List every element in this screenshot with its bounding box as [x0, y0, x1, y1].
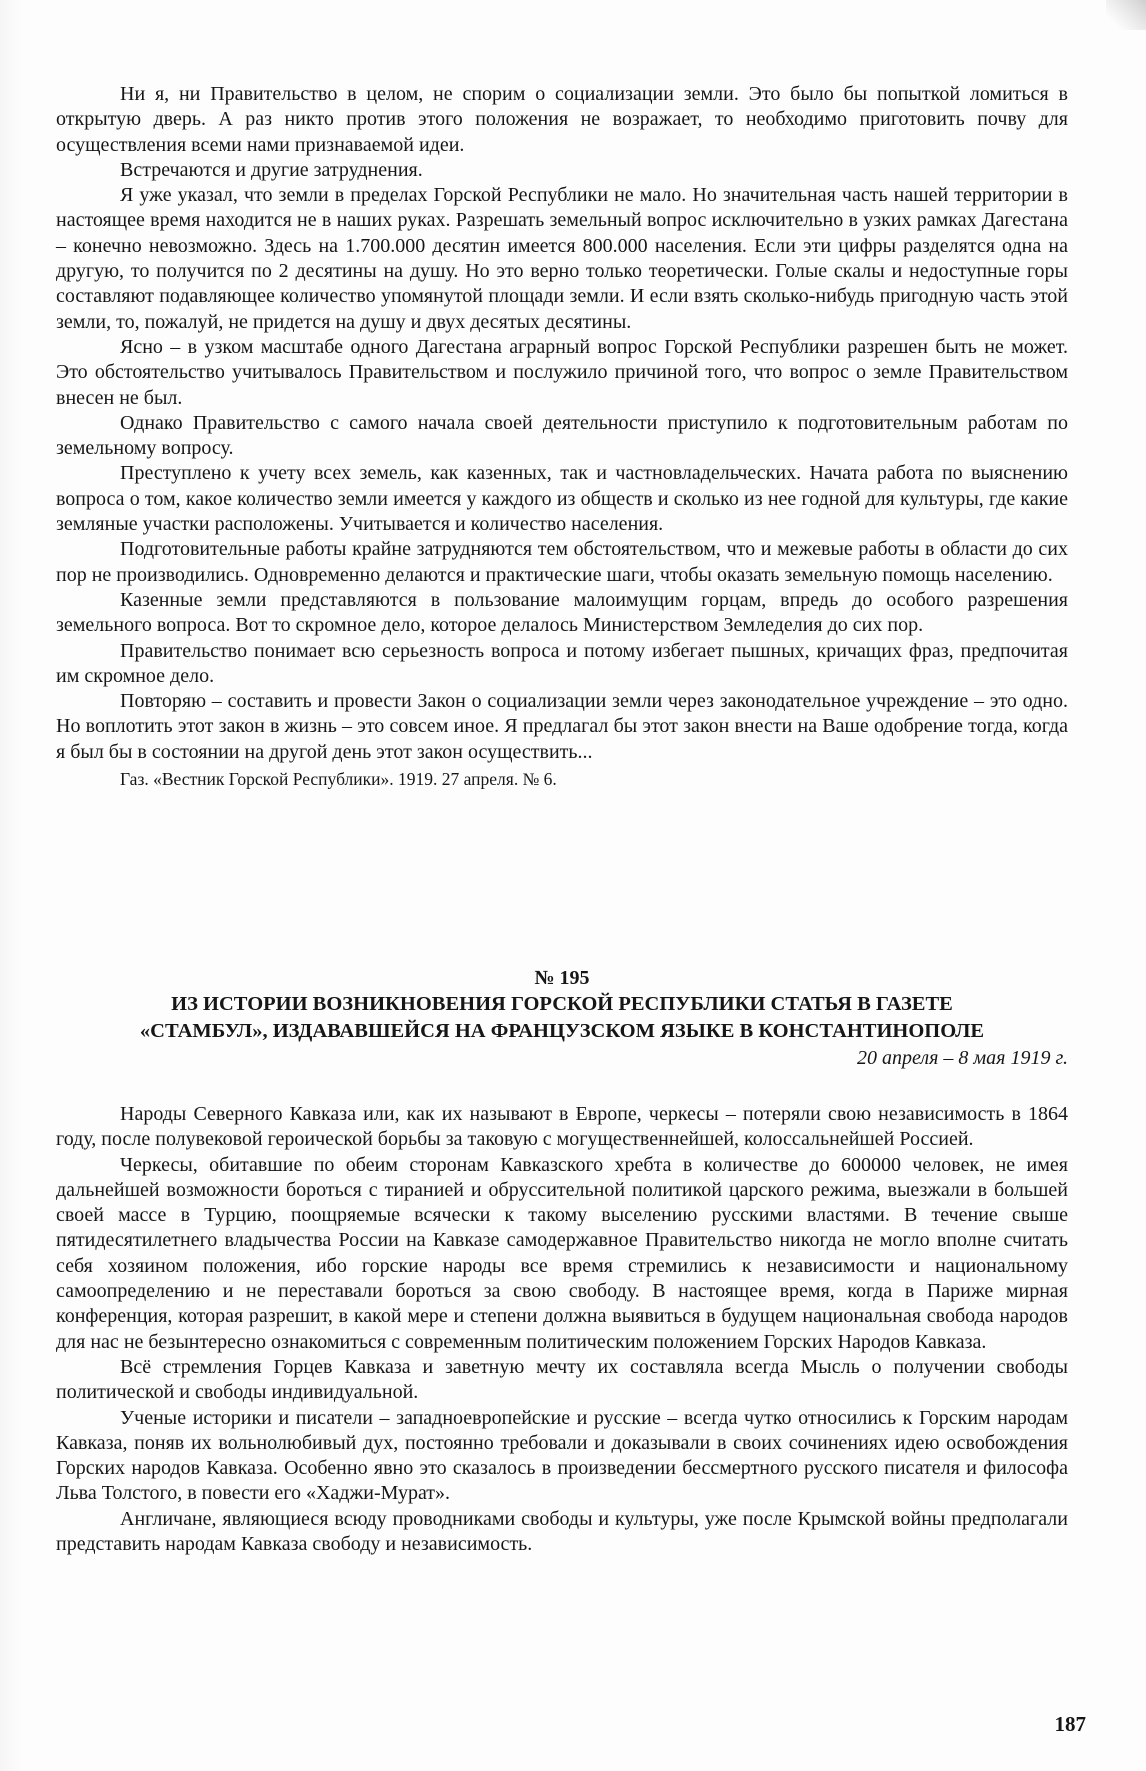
- paragraph: Правительство понимает всю серьезность вопроса и потому избегает пышных, кричащих фраз, предпочитая им скромное дело.: [56, 639, 1068, 687]
- paragraph: Англичане, являющиеся всюду проводниками свободы и культуры, уже после Крымской войны предполагали представить народам Кавказа свободу и независимость.: [56, 1507, 1068, 1556]
- paragraph: Подготовительные работы крайне затрудняются тем обстоятельством, что и межевые работы в области до сих пор не производились. Одновременно делаются и практические шаги, чтобы оказать земельную помощь населению.: [56, 538, 1068, 586]
- paragraph: Ученые историки и писатели – западноевропейские и русские – всегда чутко относились к Горским народам Кавказа, поняв их вольнолюбивый дух, постоянно требовали и доказывали в своих сочинениях идею освобождения Горских народов Кавказа. Особенно явно это сказалось в произведении бессмертного русского писателя и философа Льва Толстого, в повести его «Хаджи-Мурат».: [56, 1406, 1068, 1505]
- document-number: № 195: [534, 967, 590, 989]
- article-text-block: [56, 1102, 1068, 1557]
- scan-shadow-corner: [1106, 0, 1146, 30]
- paragraph: Ясно – в узком масштабе одного Дагестана аграрный вопрос Горской Республики разрешен быть не может. Это обстоятельство учитывалось Правительством и послужило причиной того, что вопрос о земле Правительством внесен не был.: [56, 335, 1068, 409]
- paragraph: Черкесы, обитавшие по обеим сторонам Кавказского хребта в количестве до 600000 человек, не имея дальнейшей возможности бороться с тиранией и обруссительной политикой царского режима, выезжали в большей своей массе в Турцию, поощряемые всячески к такому выселению русскими властями. В течение свыше пятидесятилетнего владычества России на Кавказе самодержавное Правительство никогда не могло вполне считать себя хозяином положения, ибо горские народы все время стремились к независимости и национальному самоопределению и не переставали бороться за свою свободу. В настоящее время, когда в Париже мирная конференция, которая разрешит, в какой мере и степени должна выявиться в будущем национальная свобода народов для нас не безынтересно ознакомиться с современным политическим положением Горских Народов Кавказа.: [56, 1153, 1068, 1353]
- paragraph: Ни я, ни Правительство в целом, не спорим о социализации земли. Это было бы попыткой ломиться в открытую дверь. А раз никто против этого положения не возражает, то необходимо приготовить почву для осуществления всеми нами признаваемой идеи.: [56, 83, 1068, 156]
- paragraph: Встречаются и другие затруднения.: [120, 158, 423, 181]
- document-title: ИЗ ИСТОРИИ ВОЗНИКНОВЕНИЯ ГОРСКОЙ РЕСПУБЛИКИ СТАТЬЯ В ГАЗЕТЕ «СТАМБУЛ», ИЗДАВАВШЕЙСЯ НА ФРАНЦУЗСКОМ ЯЗЫКЕ В КОНСТАНТИНОПОЛЕ: [139, 993, 985, 1042]
- source-citation: Газ. «Вестник Горской Республики». 1919. 27 апреля. № 6.: [120, 769, 557, 790]
- document-header: [56, 965, 1068, 1071]
- paragraph: Казенные земли представляются в пользование малоимущим горцам, впредь до особого разрешения земельного вопроса. Вот то скромное дело, которое делалось Министерством Земледелия до сих пор.: [56, 588, 1068, 637]
- page-number: 187: [1054, 1712, 1086, 1736]
- speech-text-block: [56, 82, 1068, 792]
- document-date: 20 апреля – 8 мая 1919 г.: [857, 1047, 1068, 1069]
- paragraph: Преступлено к учету всех земель, как казенных, так и частновладельческих. Начата работа по выяснению вопроса о том, какое количество земли имеется у каждого из обществ и сколько из нее годной для культуры, где какие земляные участки расположены. Учитывается и количество населения.: [56, 462, 1068, 536]
- paragraph: Повторяю – составить и провести Закон о социализации земли через законодательное учреждение – это одно. Но воплотить этот закон в жизнь – это совсем иное. Я предлагал бы этот закон внести на Ваше одобрение тогда, когда я был бы в состоянии на другой день этот закон осуществить...: [56, 690, 1068, 763]
- paragraph: Однако Правительство с самого начала своей деятельности приступило к подготовительным работам по земельному вопросу.: [56, 411, 1068, 460]
- paragraph: Я уже указал, что земли в пределах Горской Республики не мало. Но значительная часть нашей территории в настоящее время находится не в наших руках. Разрешать земельный вопрос исключительно в узких рамках Дагестана – конечно невозможно. Здесь на 1.700.000 десятин имеется 800.000 населения. Если эти цифры разделятся одна на другую, то получится по 2 десятины на душу. Но это верно только теоретически. Голые скалы и недоступные горы составляют подавляющее количество упомянутой площади земли. И если взять сколько-нибудь пригодную часть этой земли, то, пожалуй, не придется на душу и двух десятых десятины.: [56, 184, 1068, 333]
- paragraph: Всё стремления Горцев Кавказа и заветную мечту их составляла всегда Мысль о получении свободы политической и свободы индивидуальной.: [56, 1355, 1068, 1404]
- paragraph: Народы Северного Кавказа или, как их называют в Европе, черкесы – потеряли свою независимость в 1864 году, после полувековой героической борьбы за таковую с могущественнейшей, колоссальнейшей Россией.: [56, 1103, 1068, 1151]
